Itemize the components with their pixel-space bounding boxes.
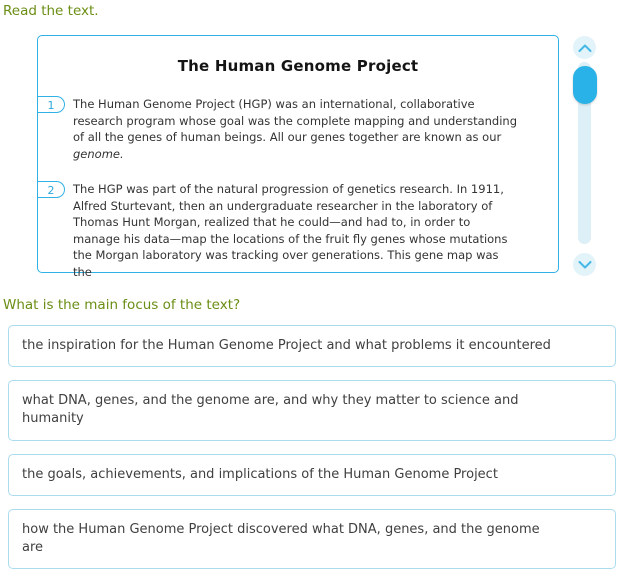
answer-option-text: how the Human Genome Project discovered what DNA, genes, and the genome are: [22, 521, 540, 555]
scrollbar-thumb[interactable]: [573, 66, 597, 104]
answer-option-4[interactable]: [8, 509, 616, 569]
paragraph-number-label: 1: [47, 99, 55, 112]
answer-option-3[interactable]: [8, 454, 616, 496]
paragraph-text: The Human Genome Project (HGP) was an international, collaborative research program whose goal was the complete mapping and understanding of all the genes of human beings. All our genes together are known as our genome.: [73, 97, 518, 161]
passage-paragraph-2: [38, 181, 558, 280]
paragraph-number-badge: [38, 96, 65, 113]
passage-scrollbar: [572, 36, 597, 276]
answer-options: [8, 325, 616, 582]
question-text: What is the main focus of the text?: [3, 297, 241, 313]
chevron-up-icon: [578, 44, 592, 52]
passage-title: The Human Genome Project: [177, 57, 419, 75]
reading-passage: [37, 35, 559, 279]
paragraph-text: The HGP was part of the natural progression of genetics research. In 1911, Alfred Sturtevant, then an undergraduate researcher in the laboratory of Thomas Hunt Morgan, realized that he could—and had to, in order to manage his data—map the locations of the fruit fly genes whose mutations the Morgan laboratory was tracking over generations. This gene map was the: [73, 182, 508, 279]
scroll-down-button[interactable]: [573, 253, 596, 276]
passage-paragraph-1: [38, 96, 558, 162]
answer-option-text: the inspiration for the Human Genome Project and what problems it encountered: [22, 338, 551, 353]
instruction-text: Read the text.: [3, 3, 99, 19]
paragraph-number-badge: [38, 181, 65, 198]
answer-option-text: what DNA, genes, and the genome are, and why they matter to science and humanity: [22, 393, 519, 427]
chevron-down-icon: [578, 261, 592, 269]
answer-option-1[interactable]: [8, 325, 616, 367]
paragraph-number-label: 2: [47, 184, 55, 197]
answer-option-2[interactable]: [8, 380, 616, 440]
scroll-up-button[interactable]: [573, 36, 596, 59]
italic-term: genome.: [73, 146, 124, 161]
answer-option-text: the goals, achievements, and implications of the Human Genome Project: [22, 466, 498, 482]
